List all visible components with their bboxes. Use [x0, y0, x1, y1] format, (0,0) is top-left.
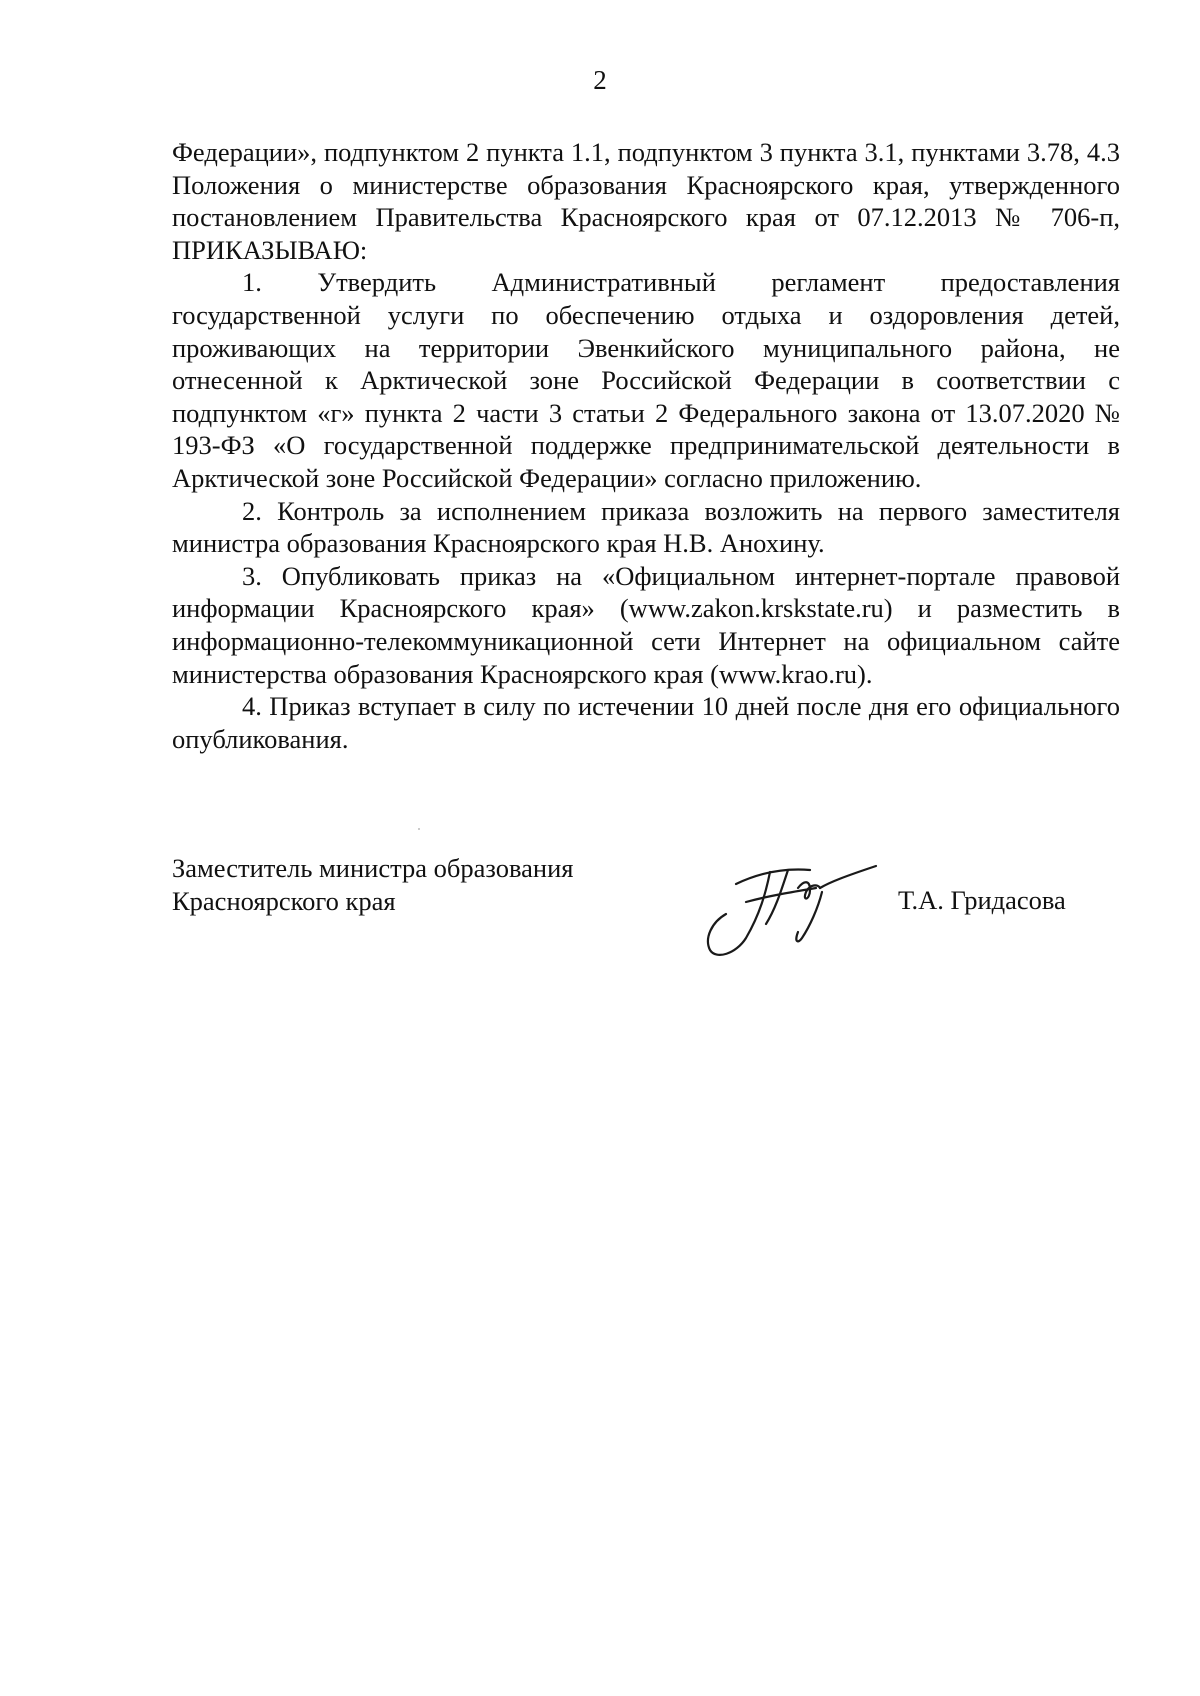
paragraph-item-2: 2. Контроль за исполнением приказа возложить на первого заместителя министра образования Красноярского края Н.В. Анохину.	[172, 495, 1120, 559]
handwritten-signature	[706, 858, 886, 968]
signatory-title-line-1: Заместитель министра образования	[172, 853, 574, 883]
signatory-title-line-2: Красноярского края	[172, 885, 396, 916]
page-number: 2	[593, 65, 607, 95]
signatory-title	[172, 852, 573, 917]
scan-speck	[418, 828, 420, 830]
paragraph-item-3: 3. Опубликовать приказ на «Официальном интернет-портале правовой информации Красноярского края» (www.zakon.krskstate.ru) и разместить в информационно-телекоммуникационной сети Интернет на официальном сайте министерства образования Красноярского края (www.krao.ru).	[172, 560, 1120, 689]
paragraph-preamble: Федерации», подпунктом 2 пункта 1.1, подпунктом 3 пункта 3.1, пунктами 3.78, 4.3 Положения о министерстве образования Красноярского края, утвержденного постановлением Правительства Красноярского края от 07.12.2013 № 706-п, ПРИКАЗЫВАЮ:	[172, 137, 1120, 265]
paragraph-item-1: 1. Утвердить Административный регламент предоставления государственной услуги по обеспечению отдыха и оздоровления детей, проживающих на территории Эвенкийского муниципального района, не отнесенной к Арктической зоне Российской Федерации в соответствии с подпунктом «г» пункта 2 части 3 статьи 2 Федерального закона от 13.07.2020 № 193-ФЗ «О государственной поддержке предпринимательской деятельности в Арктической зоне Российской Федерации» согласно приложению.	[172, 267, 1120, 493]
document-body	[172, 136, 1120, 755]
paragraph-item-4: 4. Приказ вступает в силу по истечении 10 дней после дня его официального опубликования.	[172, 691, 1120, 754]
signatory-name: Т.А. Гридасова	[898, 885, 1066, 915]
